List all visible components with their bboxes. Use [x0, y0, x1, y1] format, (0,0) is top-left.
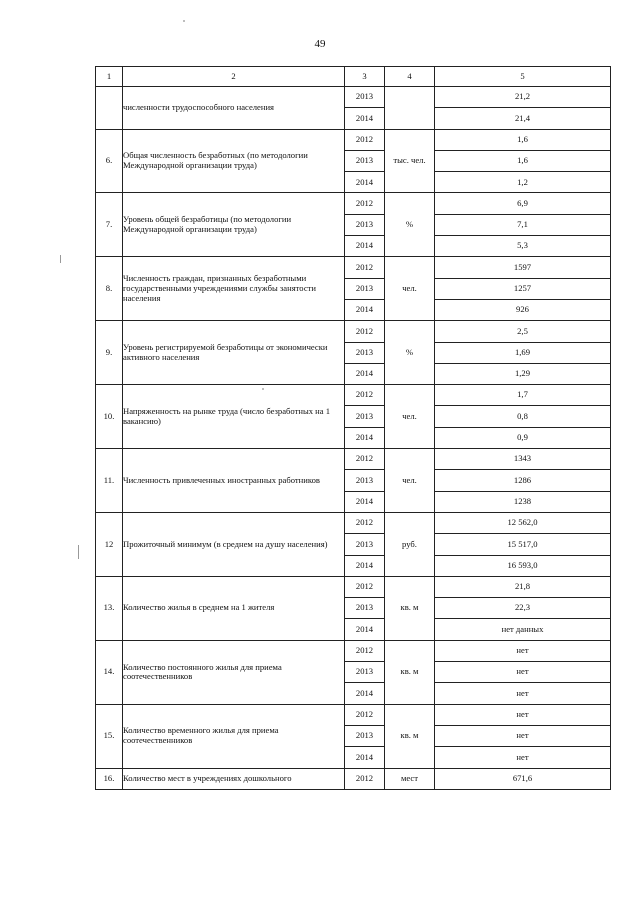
value-cell: 1,6	[435, 150, 611, 171]
row-number: 13.	[96, 576, 123, 640]
table-row	[96, 640, 611, 661]
row-number: 11.	[96, 449, 123, 513]
value-cell: 6,9	[435, 193, 611, 214]
unit-cell: чел.	[385, 257, 435, 321]
year-cell: 2014	[345, 619, 385, 640]
year-cell: 2014	[345, 683, 385, 704]
unit-cell: чел.	[385, 385, 435, 449]
unit-cell: тыс. чел.	[385, 129, 435, 193]
row-number: 9.	[96, 321, 123, 385]
year-cell: 2013	[345, 87, 385, 108]
table-row	[96, 512, 611, 533]
row-number-cell	[96, 87, 123, 130]
year-cell: 2014	[345, 491, 385, 512]
year-cell: 2013	[345, 214, 385, 235]
value-cell: 2,5	[435, 321, 611, 342]
scan-mark	[78, 545, 79, 559]
year-cell: 2012	[345, 512, 385, 533]
year-cell: 2014	[345, 299, 385, 320]
row-number: 7.	[96, 193, 123, 257]
value-cell: 12 562,0	[435, 512, 611, 533]
year-cell: 2014	[345, 108, 385, 129]
unit-cell: чел.	[385, 449, 435, 513]
unit-cell: руб.	[385, 512, 435, 576]
header-cell-4: 4	[385, 67, 435, 87]
value-cell: 671,6	[435, 768, 611, 789]
year-cell: 2014	[345, 172, 385, 193]
row-number: 16.	[96, 768, 123, 789]
value-cell: 0,9	[435, 427, 611, 448]
year-cell: 2013	[345, 534, 385, 555]
indicator-label: Количество жилья в среднем на 1 жителя	[123, 576, 345, 640]
year-cell: 2012	[345, 321, 385, 342]
year-cell: 2012	[345, 449, 385, 470]
value-cell: 1286	[435, 470, 611, 491]
table-row	[96, 385, 611, 406]
indicator-label: Численность привлеченных иностранных работников	[123, 449, 345, 513]
year-cell: 2013	[345, 725, 385, 746]
value-cell: 15 517,0	[435, 534, 611, 555]
table-row	[96, 129, 611, 150]
header-cell-3: 3	[345, 67, 385, 87]
value-cell: нет	[435, 662, 611, 683]
table-row	[96, 704, 611, 725]
table-row	[96, 193, 611, 214]
value-cell: 1257	[435, 278, 611, 299]
value-cell: нет	[435, 640, 611, 661]
value-cell: 7,1	[435, 214, 611, 235]
year-cell: 2012	[345, 704, 385, 725]
value-cell: 926	[435, 299, 611, 320]
unit-cell: кв. м	[385, 704, 435, 768]
year-cell: 2013	[345, 662, 385, 683]
year-cell: 2013	[345, 342, 385, 363]
year-cell: 2012	[345, 257, 385, 278]
value-cell: 0,8	[435, 406, 611, 427]
year-cell: 2014	[345, 747, 385, 768]
unit-cell: %	[385, 193, 435, 257]
row-number: 8.	[96, 257, 123, 321]
year-cell: 2014	[345, 363, 385, 384]
year-cell: 2013	[345, 278, 385, 299]
value-cell: 1597	[435, 257, 611, 278]
value-cell: 1343	[435, 449, 611, 470]
year-cell: 2012	[345, 576, 385, 597]
row-number: 6.	[96, 129, 123, 193]
table-row	[96, 87, 611, 108]
value-cell: нет	[435, 725, 611, 746]
indicator-label: Прожиточный минимум (в среднем на душу населения)	[123, 512, 345, 576]
unit-cell: мест	[385, 768, 435, 789]
year-cell: 2012	[345, 385, 385, 406]
value-cell: 5,3	[435, 236, 611, 257]
indicator-label: Количество временного жилья для приема соотечественников	[123, 704, 345, 768]
year-cell: 2013	[345, 470, 385, 491]
table-row	[96, 321, 611, 342]
value-cell: 21,2	[435, 87, 611, 108]
table-row	[96, 768, 611, 789]
year-cell: 2012	[345, 640, 385, 661]
year-cell: 2013	[345, 150, 385, 171]
value-cell: нет	[435, 683, 611, 704]
unit-cell	[385, 87, 435, 130]
year-cell: 2014	[345, 555, 385, 576]
row-number: 15.	[96, 704, 123, 768]
unit-cell: %	[385, 321, 435, 385]
value-cell: 1238	[435, 491, 611, 512]
value-cell: 1,2	[435, 172, 611, 193]
row-number: 14.	[96, 640, 123, 704]
value-cell: 1,7	[435, 385, 611, 406]
page-number: 49	[314, 38, 326, 50]
year-cell: 2012	[345, 129, 385, 150]
row-number: 10.	[96, 385, 123, 449]
header-cell-1: 1	[96, 67, 123, 87]
value-cell: 1,29	[435, 363, 611, 384]
indicator-label: Численность граждан, признанных безработными государственными учреждениями службы занятости населения	[123, 257, 345, 321]
value-cell: 16 593,0	[435, 555, 611, 576]
value-cell: 21,4	[435, 108, 611, 129]
indicator-label: Напряженность на рынке труда (число безработных на 1 вакансию)	[123, 385, 345, 449]
indicator-label: Уровень регистрируемой безработицы от экономически активного населения	[123, 321, 345, 385]
year-cell: 2012	[345, 193, 385, 214]
table-row	[96, 576, 611, 597]
year-cell: 2013	[345, 406, 385, 427]
scan-mark	[60, 255, 61, 263]
year-cell: 2013	[345, 598, 385, 619]
value-cell: нет	[435, 747, 611, 768]
year-cell: 2014	[345, 236, 385, 257]
indicator-label: Общая численность безработных (по методологии Международной организации труда)	[123, 129, 345, 193]
value-cell: 1,6	[435, 129, 611, 150]
value-cell: нет данных	[435, 619, 611, 640]
indicator-label: Количество мест в учреждениях дошкольного	[123, 768, 345, 789]
indicator-label: Уровень общей безработицы (по методологии Международной организации труда)	[123, 193, 345, 257]
value-cell: 22,3	[435, 598, 611, 619]
header-cell-2: 2	[123, 67, 345, 87]
table-row	[96, 449, 611, 470]
value-cell: нет	[435, 704, 611, 725]
table-row	[96, 257, 611, 278]
header-cell-5: 5	[435, 67, 611, 87]
unit-cell: кв. м	[385, 576, 435, 640]
indicator-label: Количество постоянного жилья для приема соотечественников	[123, 640, 345, 704]
data-table	[95, 66, 611, 790]
value-cell: 21,8	[435, 576, 611, 597]
scan-speck	[183, 20, 185, 22]
year-cell: 2014	[345, 427, 385, 448]
indicator-label: численности трудоспособного населения	[123, 87, 345, 130]
unit-cell: кв. м	[385, 640, 435, 704]
value-cell: 1,69	[435, 342, 611, 363]
row-number: 12	[96, 512, 123, 576]
header-row	[96, 67, 611, 87]
year-cell: 2012	[345, 768, 385, 789]
